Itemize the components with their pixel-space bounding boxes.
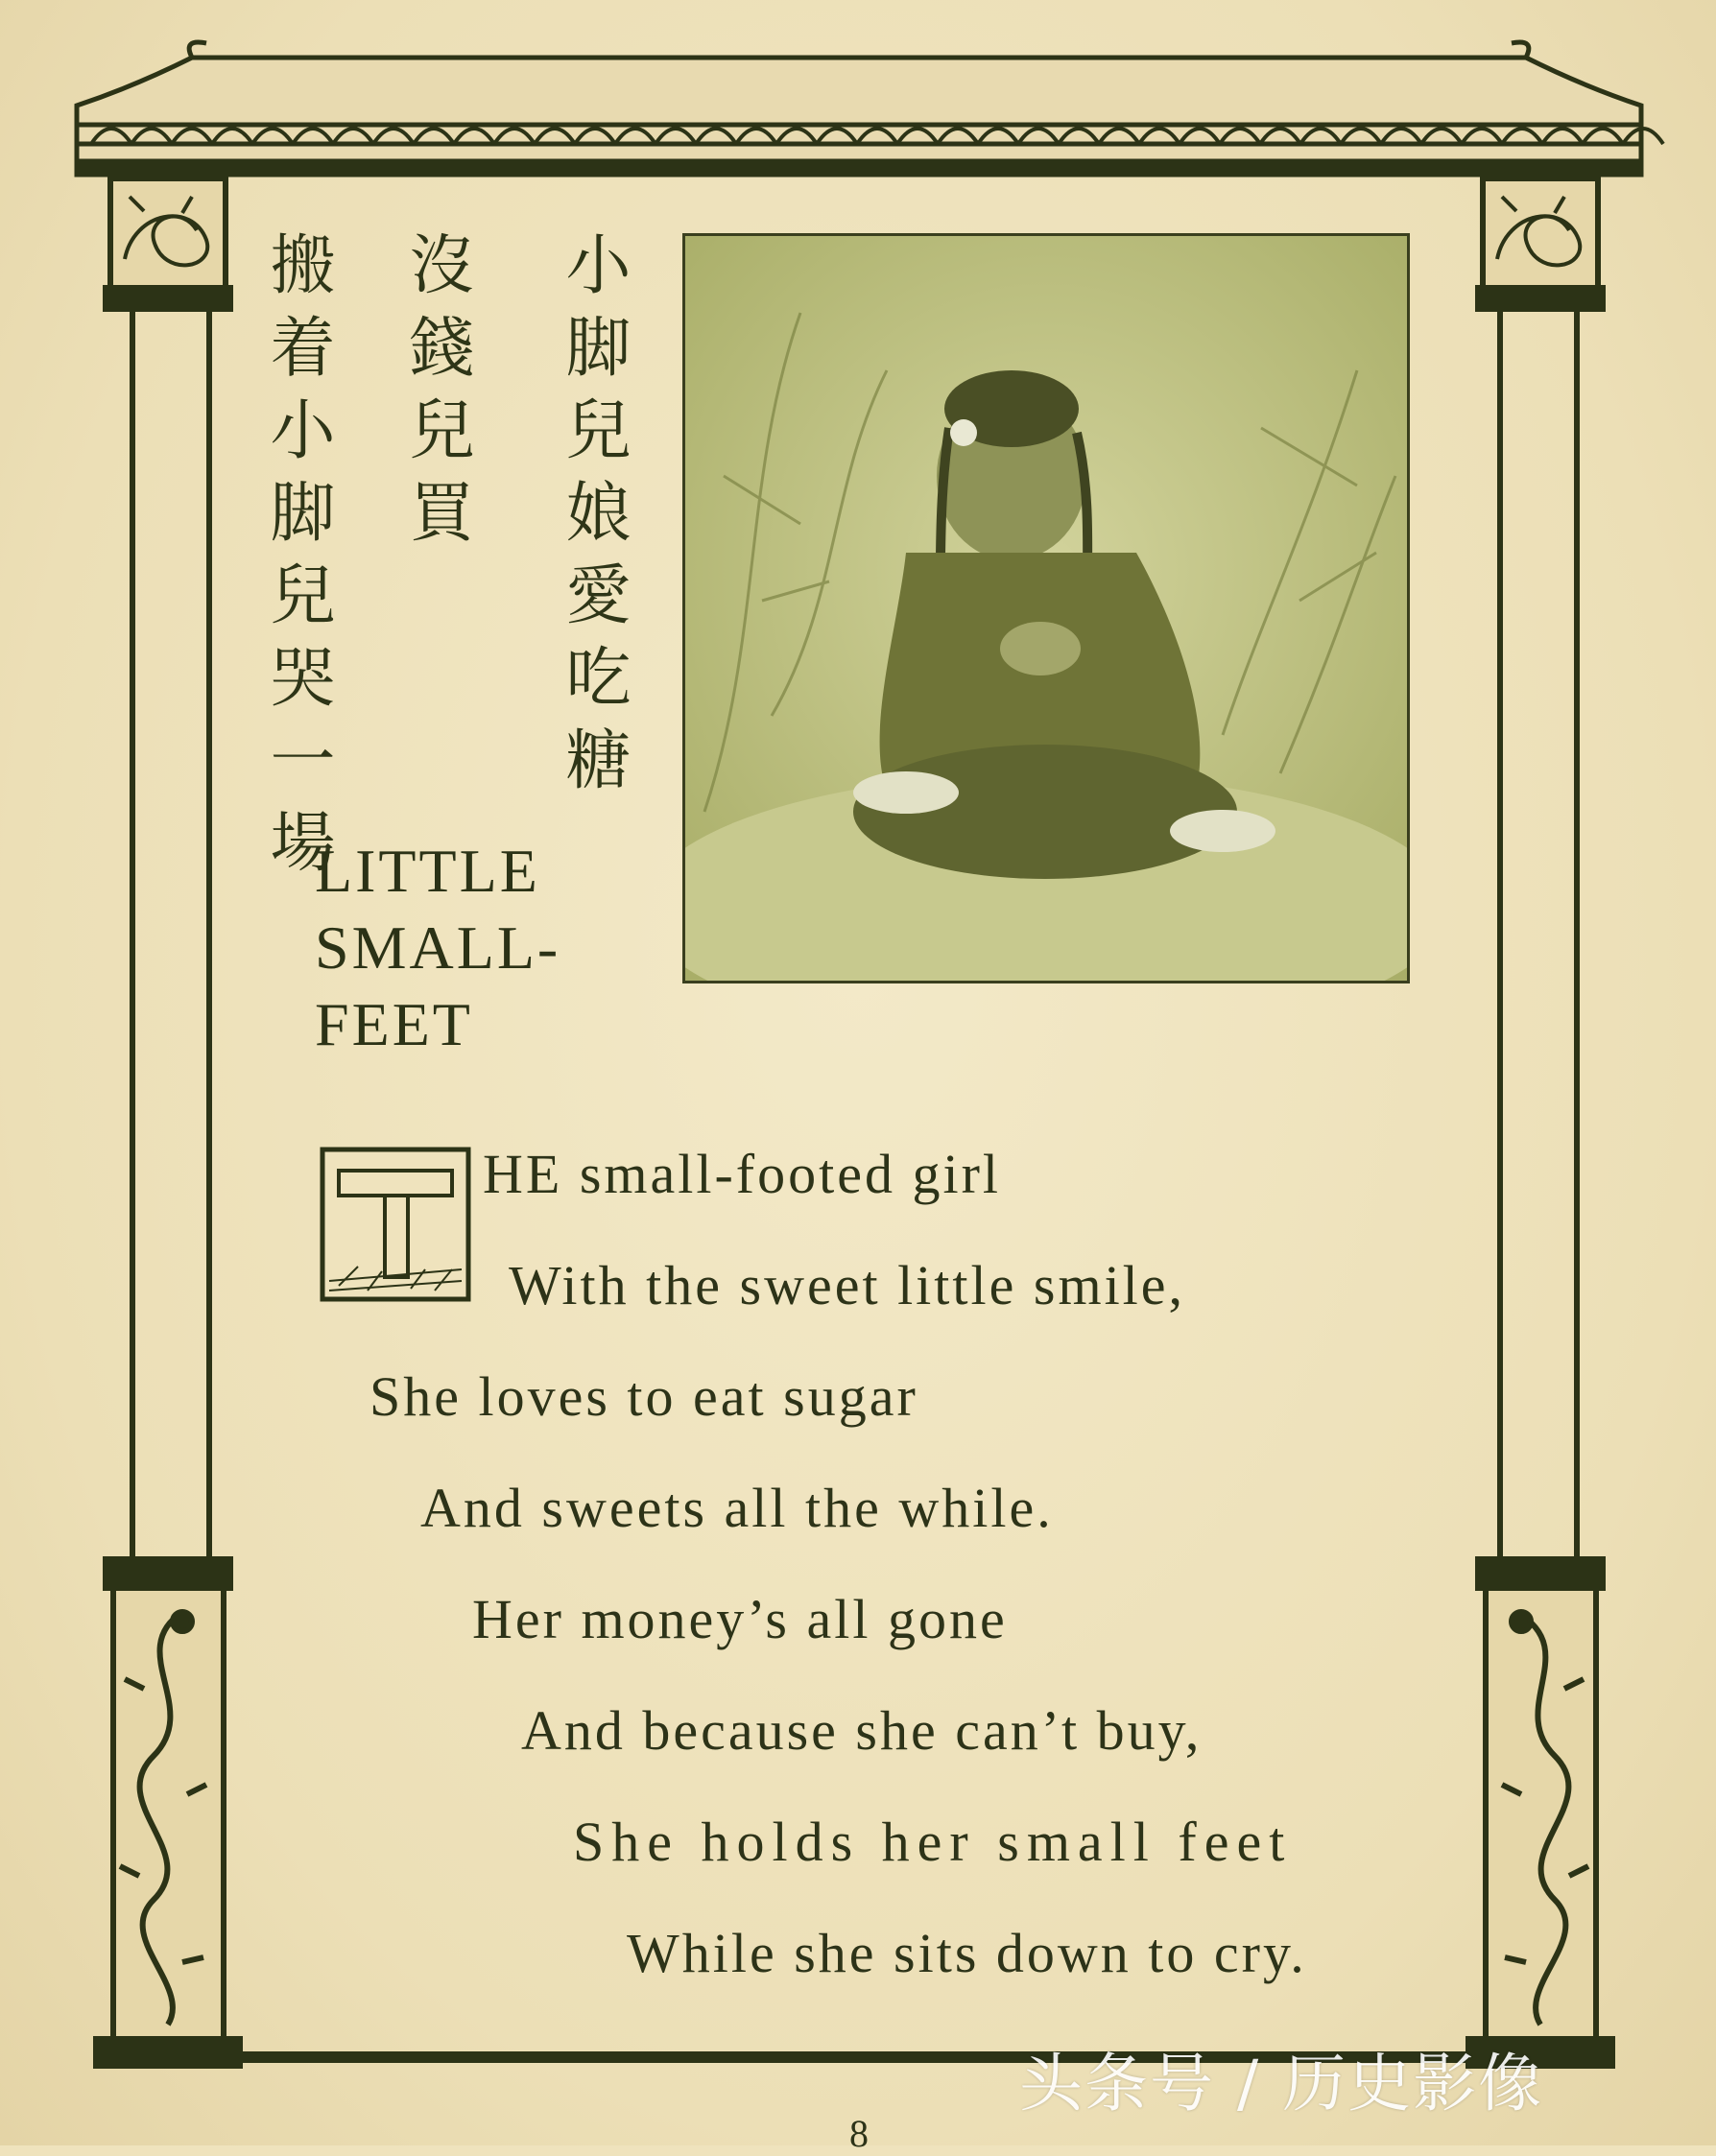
verse-line-7: She holds her small feet bbox=[573, 1811, 1293, 1873]
verse-line-5: Her money’s all gone bbox=[472, 1588, 1008, 1650]
dropcap-t-icon bbox=[320, 1147, 471, 1302]
page-number: 8 bbox=[849, 2112, 869, 2155]
verse-line-3: She loves to eat sugar bbox=[369, 1365, 918, 1428]
left-pillar bbox=[96, 178, 240, 2066]
title-line: SMALL- bbox=[315, 913, 561, 982]
verse-line-1: HE small-footed girl bbox=[483, 1143, 1002, 1205]
title-line: LITTLE bbox=[315, 837, 540, 905]
roof-ornament bbox=[77, 42, 1641, 175]
title-line: FEET bbox=[315, 990, 473, 1058]
verse-line-4: And sweets all the while. bbox=[420, 1477, 1054, 1539]
right-pillar bbox=[1468, 178, 1612, 2066]
watermark-text: 头条号 / 历史影像 bbox=[1019, 2047, 1544, 2120]
chinese-line-2: 沒錢兒買 bbox=[398, 230, 474, 560]
chinese-line-3: 搬着小脚兒哭一場 bbox=[259, 230, 335, 890]
verse-line-8: While she sits down to cry. bbox=[627, 1922, 1307, 1984]
verse-line-6: And because she can’t buy, bbox=[521, 1699, 1203, 1762]
child-photograph bbox=[682, 233, 1410, 983]
chinese-line-1: 小脚兒娘愛吃糖 bbox=[555, 230, 631, 808]
dropcap-illustration bbox=[320, 1147, 471, 1302]
poem-title bbox=[315, 833, 622, 1063]
photo-image bbox=[685, 236, 1407, 981]
verse-line-2: With the sweet little smile, bbox=[509, 1254, 1186, 1316]
